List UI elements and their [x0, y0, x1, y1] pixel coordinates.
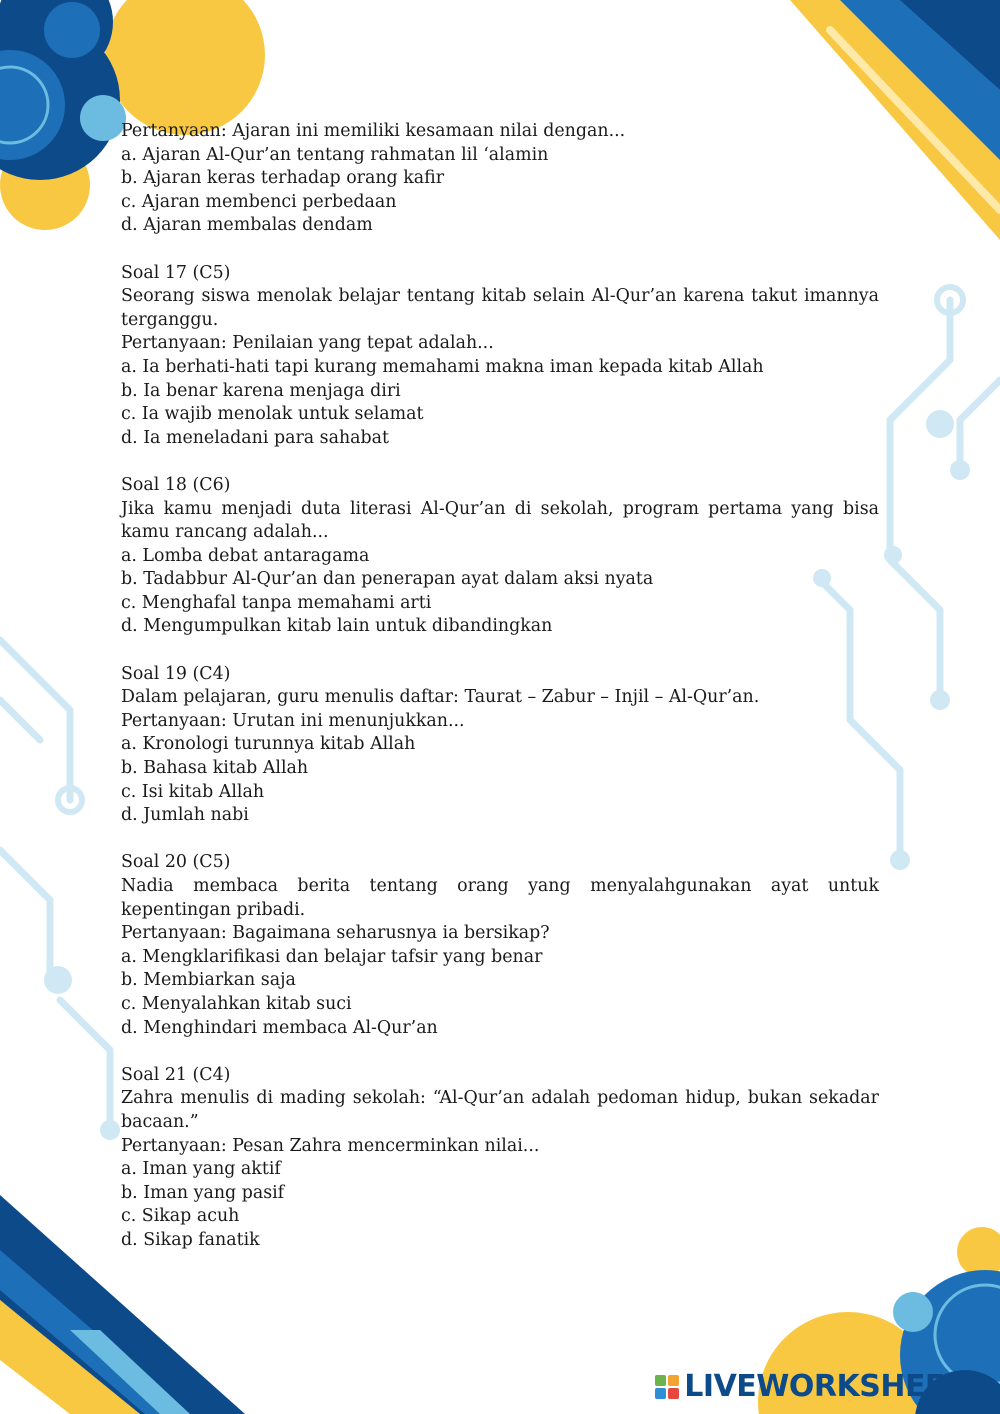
circuit-node	[930, 690, 950, 710]
question-prompt: Pertanyaan: Penilaian yang tepat adalah...	[121, 333, 494, 354]
question-title: Soal 19 (C4)	[121, 663, 231, 684]
answer-option: d. Jumlah nabi	[121, 805, 249, 826]
answer-option: a. Iman yang aktif	[121, 1159, 281, 1180]
question-stem: Jika kamu menjadi duta literasi Al-Qur’an di sekolah, program pertama yang bisa kamu rancang adalah...	[121, 498, 879, 543]
decor-circle	[957, 1227, 1000, 1277]
answer-option: a. Lomba debat antaragama	[121, 545, 370, 566]
question-block-17	[121, 262, 879, 451]
question-title: Soal 18 (C6)	[121, 474, 231, 495]
question-title: Soal 21 (C4)	[121, 1064, 231, 1085]
answer-option: a. Kronologi turunnya kitab Allah	[121, 734, 416, 755]
answer-option: b. Ajaran keras terhadap orang kafir	[121, 168, 445, 189]
question-title: Soal 20 (C5)	[121, 852, 231, 873]
answer-option: b. Tadabbur Al-Qur’an dan penerapan ayat dalam aksi nyata	[121, 569, 654, 590]
answer-option: c. Sikap acuh	[121, 1206, 240, 1227]
question-prompt: Pertanyaan: Bagaimana seharusnya ia bersikap?	[121, 923, 550, 944]
answer-option: a. Ajaran Al-Qur’an tentang rahmatan lil ‘alamin	[121, 144, 549, 165]
answer-option: c. Ia wajib menolak untuk selamat	[121, 404, 424, 425]
answer-option: d. Ia meneladani para sahabat	[121, 427, 390, 448]
question-stem: Nadia membaca berita tentang orang yang menyalahgunakan ayat untuk kepentingan pribadi.	[121, 876, 879, 920]
answer-option: a. Ia berhati-hati tapi kurang memahami makna iman kepada kitab Allah	[121, 356, 764, 377]
liveworksheets-brand[interactable]	[654, 1369, 986, 1404]
circuit-node	[44, 966, 72, 994]
brand-name: LIVEWORKSHEETS	[684, 1369, 986, 1404]
circuit-node	[884, 546, 902, 564]
question-block-20	[121, 851, 879, 1040]
question-stem: Zahra menulis di mading sekolah: “Al-Qur’an adalah pedoman hidup, bukan sekadar bacaan.”	[121, 1088, 879, 1132]
answer-option: c. Isi kitab Allah	[121, 781, 265, 802]
answer-option: d. Ajaran membalas dendam	[121, 215, 373, 236]
circuit-node	[100, 1120, 120, 1140]
decor-circle	[893, 1292, 933, 1332]
answer-option: b. Ia benar karena menjaga diri	[121, 380, 401, 401]
answer-option: b. Bahasa kitab Allah	[121, 758, 309, 779]
decor-circle	[44, 2, 100, 58]
answer-option: c. Menyalahkan kitab suci	[121, 993, 352, 1014]
question-prompt: Pertanyaan: Urutan ini menunjukkan...	[121, 710, 465, 731]
decor-circle	[80, 95, 126, 141]
answer-option: b. Membiarkan saja	[121, 970, 296, 991]
answer-option: d. Sikap fanatik	[121, 1229, 260, 1250]
answer-option: b. Iman yang pasif	[121, 1182, 285, 1203]
question-intro-block	[121, 120, 879, 238]
circuit-node	[926, 410, 954, 438]
answer-option: d. Mengumpulkan kitab lain untuk dibandingkan	[121, 616, 553, 637]
circuit-node	[950, 460, 970, 480]
question-block-19	[121, 663, 879, 828]
answer-option: d. Menghindari membaca Al-Qur’an	[121, 1017, 438, 1038]
question-title: Soal 17 (C5)	[121, 262, 231, 283]
question-block-18	[121, 474, 879, 639]
question-prompt: Pertanyaan: Ajaran ini memiliki kesamaan nilai dengan...	[121, 121, 626, 141]
answer-option: a. Mengklarifikasi dan belajar tafsir yang benar	[121, 946, 543, 967]
worksheet-body	[121, 120, 879, 1253]
liveworksheets-logo-icon	[654, 1374, 680, 1400]
decor-circle	[105, 0, 265, 135]
circuit-node	[890, 850, 910, 870]
question-stem: Dalam pelajaran, guru menulis daftar: Taurat – Zabur – Injil – Al-Qur’an.	[121, 687, 760, 708]
question-block-21	[121, 1064, 879, 1253]
answer-option: c. Ajaran membenci perbedaan	[121, 191, 397, 212]
question-prompt: Pertanyaan: Pesan Zahra mencerminkan nilai...	[121, 1135, 540, 1156]
answer-option: c. Menghafal tanpa memahami arti	[121, 592, 432, 613]
question-stem: Seorang siswa menolak belajar tentang kitab selain Al-Qur’an karena takut imannya terganggu.	[121, 286, 879, 330]
